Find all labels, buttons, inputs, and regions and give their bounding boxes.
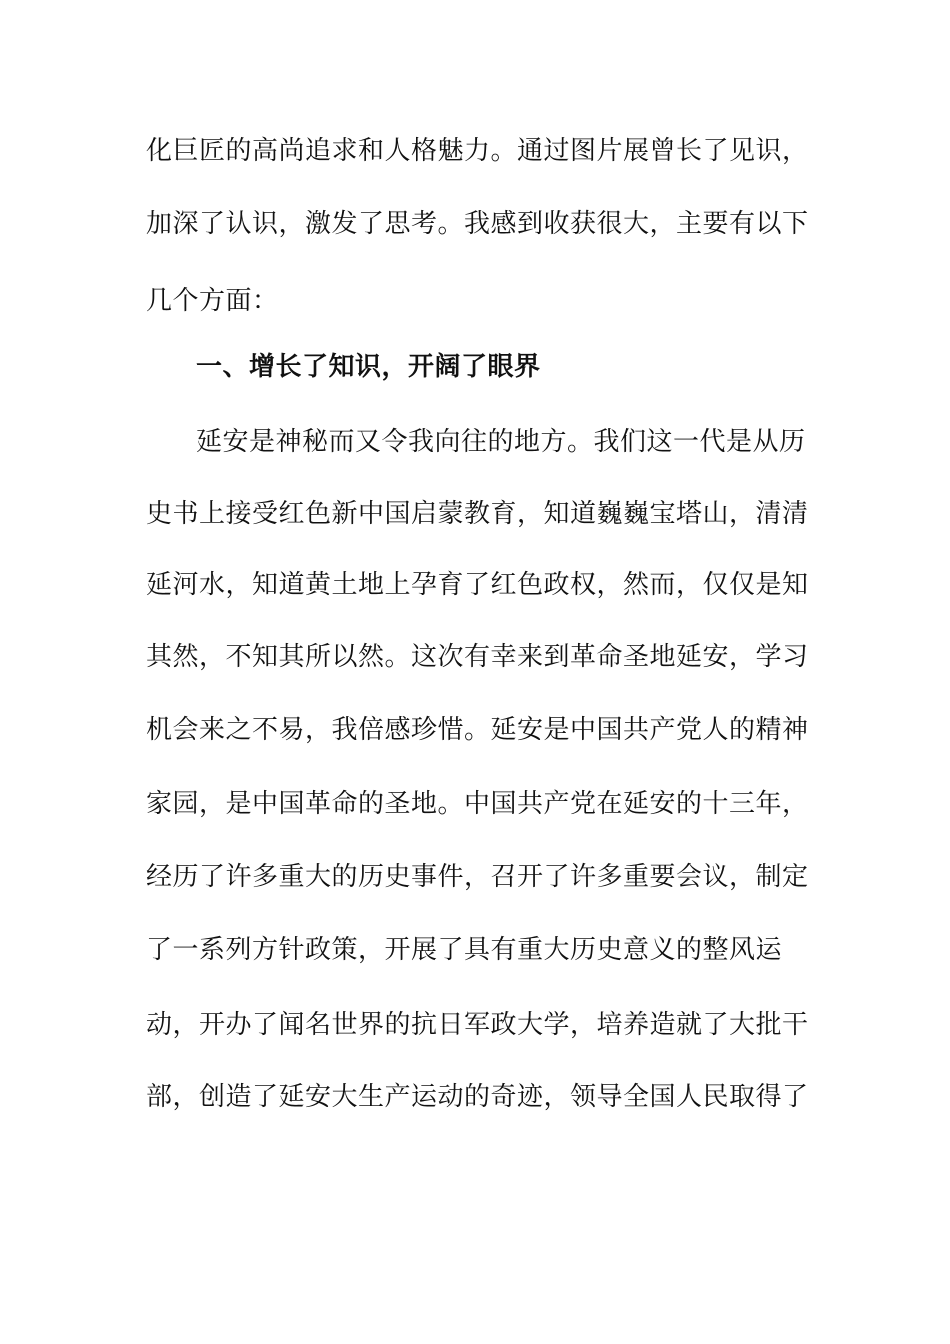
section-heading: 一、增长了知识，开阔了眼界 — [196, 352, 541, 382]
paragraph-line: 动，开办了闻名世界的抗日军政大学，培养造就了大批干 — [146, 1010, 809, 1040]
paragraph-line: 部，创造了延安大生产运动的奇迹，领导全国人民取得了 — [146, 1082, 809, 1112]
paragraph-line: 机会来之不易，我倍感珍惜。延安是中国共产党人的精神 — [146, 715, 809, 745]
paragraph-line: 其然，不知其所以然。这次有幸来到革命圣地延安，学习 — [146, 642, 809, 672]
paragraph-line: 延安是神秘而又令我向往的地方。我们这一代是从历 — [196, 427, 806, 457]
paragraph-line: 延河水，知道黄土地上孕育了红色政权，然而，仅仅是知 — [146, 570, 809, 600]
paragraph-line: 经历了许多重大的历史事件，召开了许多重要会议，制定 — [146, 862, 809, 892]
paragraph-line: 化巨匠的高尚追求和人格魅力。通过图片展曾长了见识， — [146, 136, 809, 166]
paragraph-line: 几个方面： — [146, 286, 279, 316]
paragraph-line: 加深了认识，激发了思考。我感到收获很大，主要有以下 — [146, 209, 809, 239]
paragraph-line: 家园，是中国革命的圣地。中国共产党在延安的十三年， — [146, 789, 809, 819]
paragraph-line: 了一系列方针政策，开展了具有重大历史意义的整风运 — [146, 935, 783, 965]
paragraph-line: 史书上接受红色新中国启蒙教育，知道巍巍宝塔山，清清 — [146, 499, 809, 529]
